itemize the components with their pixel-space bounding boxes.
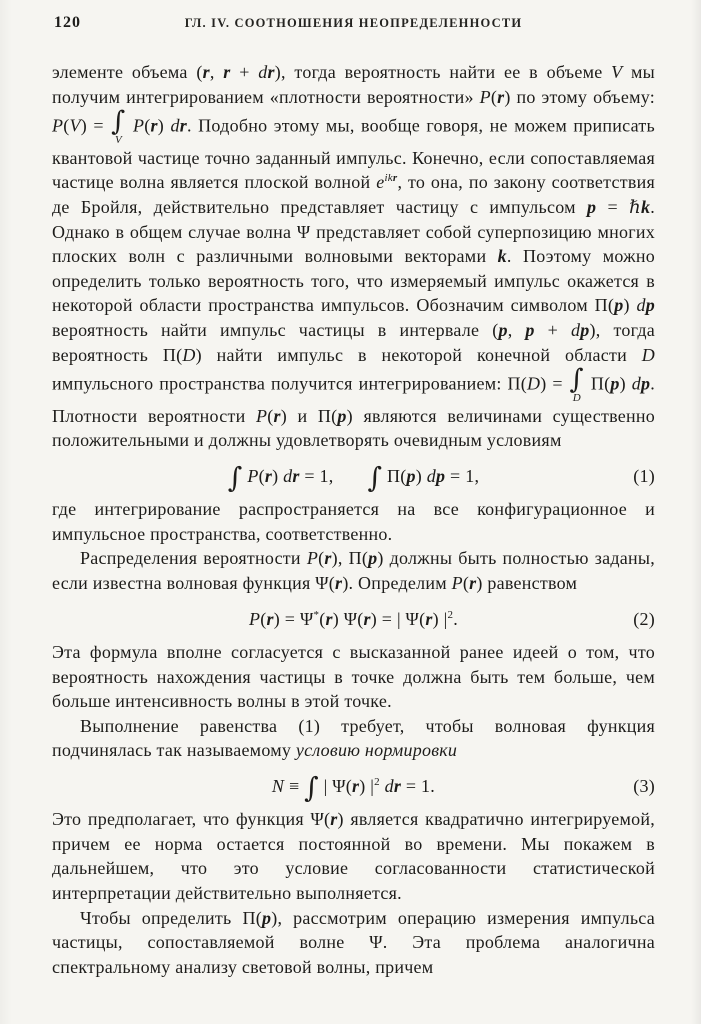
paragraph bbox=[52, 546, 655, 595]
text-run: где интегрирование распространяется на все конфигурационное и импульсное пространства, соответственно. bbox=[52, 499, 655, 544]
text-run: Это предполагает, что функция Ψ( bbox=[52, 809, 331, 830]
superscript: ik bbox=[384, 172, 393, 185]
text-run: ( bbox=[462, 573, 470, 594]
text-run: = 1, bbox=[445, 466, 480, 486]
text-run: ) | bbox=[432, 608, 448, 629]
superscript: 2 bbox=[374, 775, 380, 788]
math-variable: V bbox=[69, 115, 81, 136]
math-vector: p bbox=[580, 319, 590, 340]
math-vector: r bbox=[335, 573, 343, 594]
math-variable: d bbox=[258, 62, 268, 82]
text-run: ), Π( bbox=[331, 548, 369, 569]
math-vector: r bbox=[150, 115, 158, 136]
paragraph bbox=[52, 497, 655, 546]
text-run: ) и Π( bbox=[280, 405, 338, 426]
math-vector: k bbox=[497, 246, 507, 267]
text-run: ( bbox=[258, 466, 265, 486]
text-run: ( bbox=[267, 405, 274, 426]
text-run: , то она, по закону соответствия де Бройля, действительно представляет частицу с импульсом bbox=[52, 172, 655, 218]
equation bbox=[52, 607, 655, 631]
math-variable: D bbox=[182, 344, 196, 365]
text-run: ) должны быть полностью заданы, если известна волновая функция Ψ( bbox=[52, 548, 655, 594]
math-variable: P bbox=[52, 115, 64, 136]
text-run: . Однако в общем случае волна Ψ представляет собой суперпозицию многих плоских волн с различными волновыми векторами bbox=[52, 197, 655, 267]
page-header bbox=[52, 14, 655, 36]
math-vector: r bbox=[324, 548, 332, 569]
math-vector: r bbox=[292, 466, 300, 486]
text-run: , bbox=[507, 319, 526, 340]
integral-symbol: ∫ bbox=[111, 106, 126, 138]
text-run: , bbox=[209, 62, 224, 82]
math-vector: r bbox=[497, 86, 505, 107]
text-run: ) по этому объему: bbox=[504, 86, 655, 107]
equation-number: (2) bbox=[633, 608, 655, 629]
math-variable: d bbox=[283, 466, 293, 486]
math-vector: p bbox=[436, 466, 446, 486]
math-variable: P bbox=[306, 548, 319, 569]
math-variable: D bbox=[526, 373, 541, 394]
text-run: . Плотности вероятности bbox=[52, 373, 656, 426]
text-run: ) bbox=[623, 295, 637, 316]
integral-subscript: D bbox=[572, 391, 581, 404]
math-variable: P bbox=[479, 86, 491, 107]
math-vector: r bbox=[267, 62, 275, 82]
math-variable: P bbox=[249, 608, 261, 629]
text-run: ) bbox=[415, 466, 427, 486]
paragraph bbox=[52, 906, 655, 980]
equation bbox=[52, 461, 655, 495]
math-variable: d bbox=[384, 775, 394, 796]
math-vector: r bbox=[202, 62, 210, 82]
math-vector: r bbox=[266, 608, 274, 629]
math-vector: p bbox=[525, 319, 535, 340]
integral-symbol: ∫ bbox=[304, 770, 319, 804]
text-run: импульсного пространства получится интегрированием: Π( bbox=[52, 373, 527, 394]
equation bbox=[52, 770, 655, 804]
equation-number: (3) bbox=[633, 775, 655, 796]
text-run: ) являются величинами существенно положительными и должны удовлетворять очевидным условиям bbox=[52, 405, 655, 451]
text-run: . Поэтому можно определить только вероятность того, что измеряемый импульс окажется в некоторой области пространства импульсов. Обозначим символом Π( bbox=[52, 246, 655, 316]
text-run: = bbox=[596, 197, 630, 218]
text-run: ) = Ψ bbox=[273, 608, 314, 629]
math-vector: p bbox=[368, 548, 378, 569]
math-vector: p bbox=[645, 295, 656, 316]
text-run: ( bbox=[144, 115, 151, 136]
math-vector: p bbox=[498, 319, 508, 340]
math-variable: P bbox=[255, 405, 268, 426]
text-run: ) = bbox=[80, 115, 111, 136]
emphasis-run: условию нормировки bbox=[295, 740, 458, 761]
page-body bbox=[52, 60, 655, 979]
text-run: ) найти импульс в некоторой конечной области bbox=[195, 344, 642, 365]
text-run: ). Определим bbox=[342, 573, 452, 594]
text-run: Распределения вероятности bbox=[80, 548, 307, 569]
text-run: ) bbox=[272, 466, 284, 486]
superscript: r bbox=[392, 172, 398, 185]
integral-symbol: ∫ bbox=[569, 364, 584, 396]
text-run: Π( bbox=[382, 466, 407, 486]
text-run: ≡ bbox=[284, 775, 305, 796]
text-run: Чтобы определить Π( bbox=[80, 907, 262, 928]
text-run: ), тогда вероятность найти ее в объеме bbox=[274, 62, 612, 82]
text-run: ( bbox=[318, 548, 325, 569]
text-run: мы получим интегрированием «плотности вероятности» bbox=[52, 62, 656, 107]
math-vector: p bbox=[337, 405, 347, 426]
chapter-heading: ГЛ. IV. СООТНОШЕНИЯ НЕОПРЕДЕЛЕННОСТИ bbox=[184, 16, 523, 30]
paragraph bbox=[52, 640, 655, 714]
math-variable: d bbox=[170, 115, 180, 136]
integral-with-subscript bbox=[569, 364, 584, 404]
math-variable: d bbox=[631, 373, 642, 394]
equation-body bbox=[271, 770, 436, 804]
math-vector: p bbox=[610, 373, 620, 394]
equation-body bbox=[249, 607, 458, 631]
equation-number: (1) bbox=[633, 465, 655, 486]
text-run: = 1, bbox=[299, 466, 334, 486]
text-run: ( bbox=[63, 115, 70, 136]
text-run: ) = bbox=[540, 373, 569, 394]
math-variable: P bbox=[133, 115, 145, 136]
text-run: ), тогда вероятность Π( bbox=[52, 319, 655, 365]
math-variable: N bbox=[271, 775, 285, 796]
text-run: | Ψ( bbox=[318, 775, 353, 796]
math-variable: ℏ bbox=[629, 197, 641, 218]
equation-body bbox=[227, 461, 480, 495]
math-vector: p bbox=[641, 373, 651, 394]
text-run: элементе объема ( bbox=[52, 62, 203, 82]
math-vector: r bbox=[223, 62, 231, 82]
math-vector: r bbox=[273, 405, 281, 426]
math-vector: p bbox=[261, 907, 272, 928]
math-vector: r bbox=[393, 775, 402, 796]
paragraph bbox=[52, 60, 655, 453]
superscript: 2 bbox=[447, 608, 454, 621]
math-vector: r bbox=[179, 115, 187, 136]
math-variable: D bbox=[641, 344, 655, 365]
text-run: . Подобно этому мы, вообще говоря, не можем приписать квантовой частице точно заданный импульс. Конечно, если сопоставляемая частице волна является плоской волной bbox=[52, 115, 655, 193]
paragraph bbox=[52, 807, 655, 905]
math-vector: p bbox=[406, 466, 416, 486]
text-run: ), рассмотрим операцию измерения импульса частицы, сопоставляемой волне Ψ. Эта проблема аналогична спектральному анализу световой волны, причем bbox=[52, 907, 655, 977]
text-run: = 1. bbox=[401, 775, 436, 796]
text-run: ) bbox=[157, 115, 171, 136]
math-vector: r bbox=[325, 608, 333, 629]
text-run: ) является квадратично интегрируемой, причем ее норма остается постоянной во времени. Мы покажем в дальнейшем, что это условие согласованности статистической интерпретации действительно выполняется. bbox=[52, 809, 655, 904]
math-vector: p bbox=[587, 197, 597, 218]
text-run: ( bbox=[260, 608, 267, 629]
text-run: ) | bbox=[359, 775, 375, 796]
math-variable: V bbox=[611, 62, 623, 82]
text-run: ) равенством bbox=[476, 573, 578, 594]
math-variable: d bbox=[426, 466, 437, 486]
text-run: ) bbox=[619, 373, 632, 394]
math-vector: p bbox=[614, 295, 624, 316]
math-variable: P bbox=[247, 466, 259, 486]
text-run: ) Ψ( bbox=[332, 608, 364, 629]
text-run: ) = | Ψ( bbox=[370, 608, 426, 629]
math-variable: d bbox=[636, 295, 646, 316]
integral-with-subscript bbox=[111, 106, 126, 146]
math-vector: r bbox=[469, 573, 477, 594]
math-vector: r bbox=[264, 466, 273, 486]
text-run: Π( bbox=[584, 373, 611, 394]
math-variable: P bbox=[451, 573, 463, 594]
math-vector: r bbox=[363, 608, 371, 629]
math-vector: r bbox=[330, 809, 338, 830]
integral-symbol: ∫ bbox=[367, 461, 383, 495]
integral-symbol: ∫ bbox=[227, 461, 243, 495]
math-vector: r bbox=[352, 775, 360, 796]
integral-subscript: V bbox=[114, 133, 122, 146]
superscript: * bbox=[313, 608, 320, 621]
math-vector: r bbox=[425, 608, 433, 629]
text-run: Выполнение равенства (1) требует, чтобы волновая функция подчинялась так называемому bbox=[52, 715, 655, 761]
text-run: + bbox=[534, 319, 572, 340]
text-run: ( bbox=[319, 608, 326, 629]
paragraph bbox=[52, 714, 655, 763]
text-run: . bbox=[453, 608, 458, 629]
math-variable: e bbox=[376, 172, 385, 193]
text-run: вероятность найти импульс частицы в интервале ( bbox=[52, 319, 499, 340]
page-number: 120 bbox=[54, 14, 81, 31]
math-variable: d bbox=[571, 319, 581, 340]
text-run: Эта формула вполне согласуется с высказанной ранее идеей о том, что вероятность нахождения частицы в точке должна быть тем больше, чем больше интенсивность волны в этой точке. bbox=[52, 641, 655, 712]
math-vector: k bbox=[641, 197, 651, 218]
text-run: + bbox=[230, 62, 259, 82]
text-run: ( bbox=[490, 86, 498, 107]
